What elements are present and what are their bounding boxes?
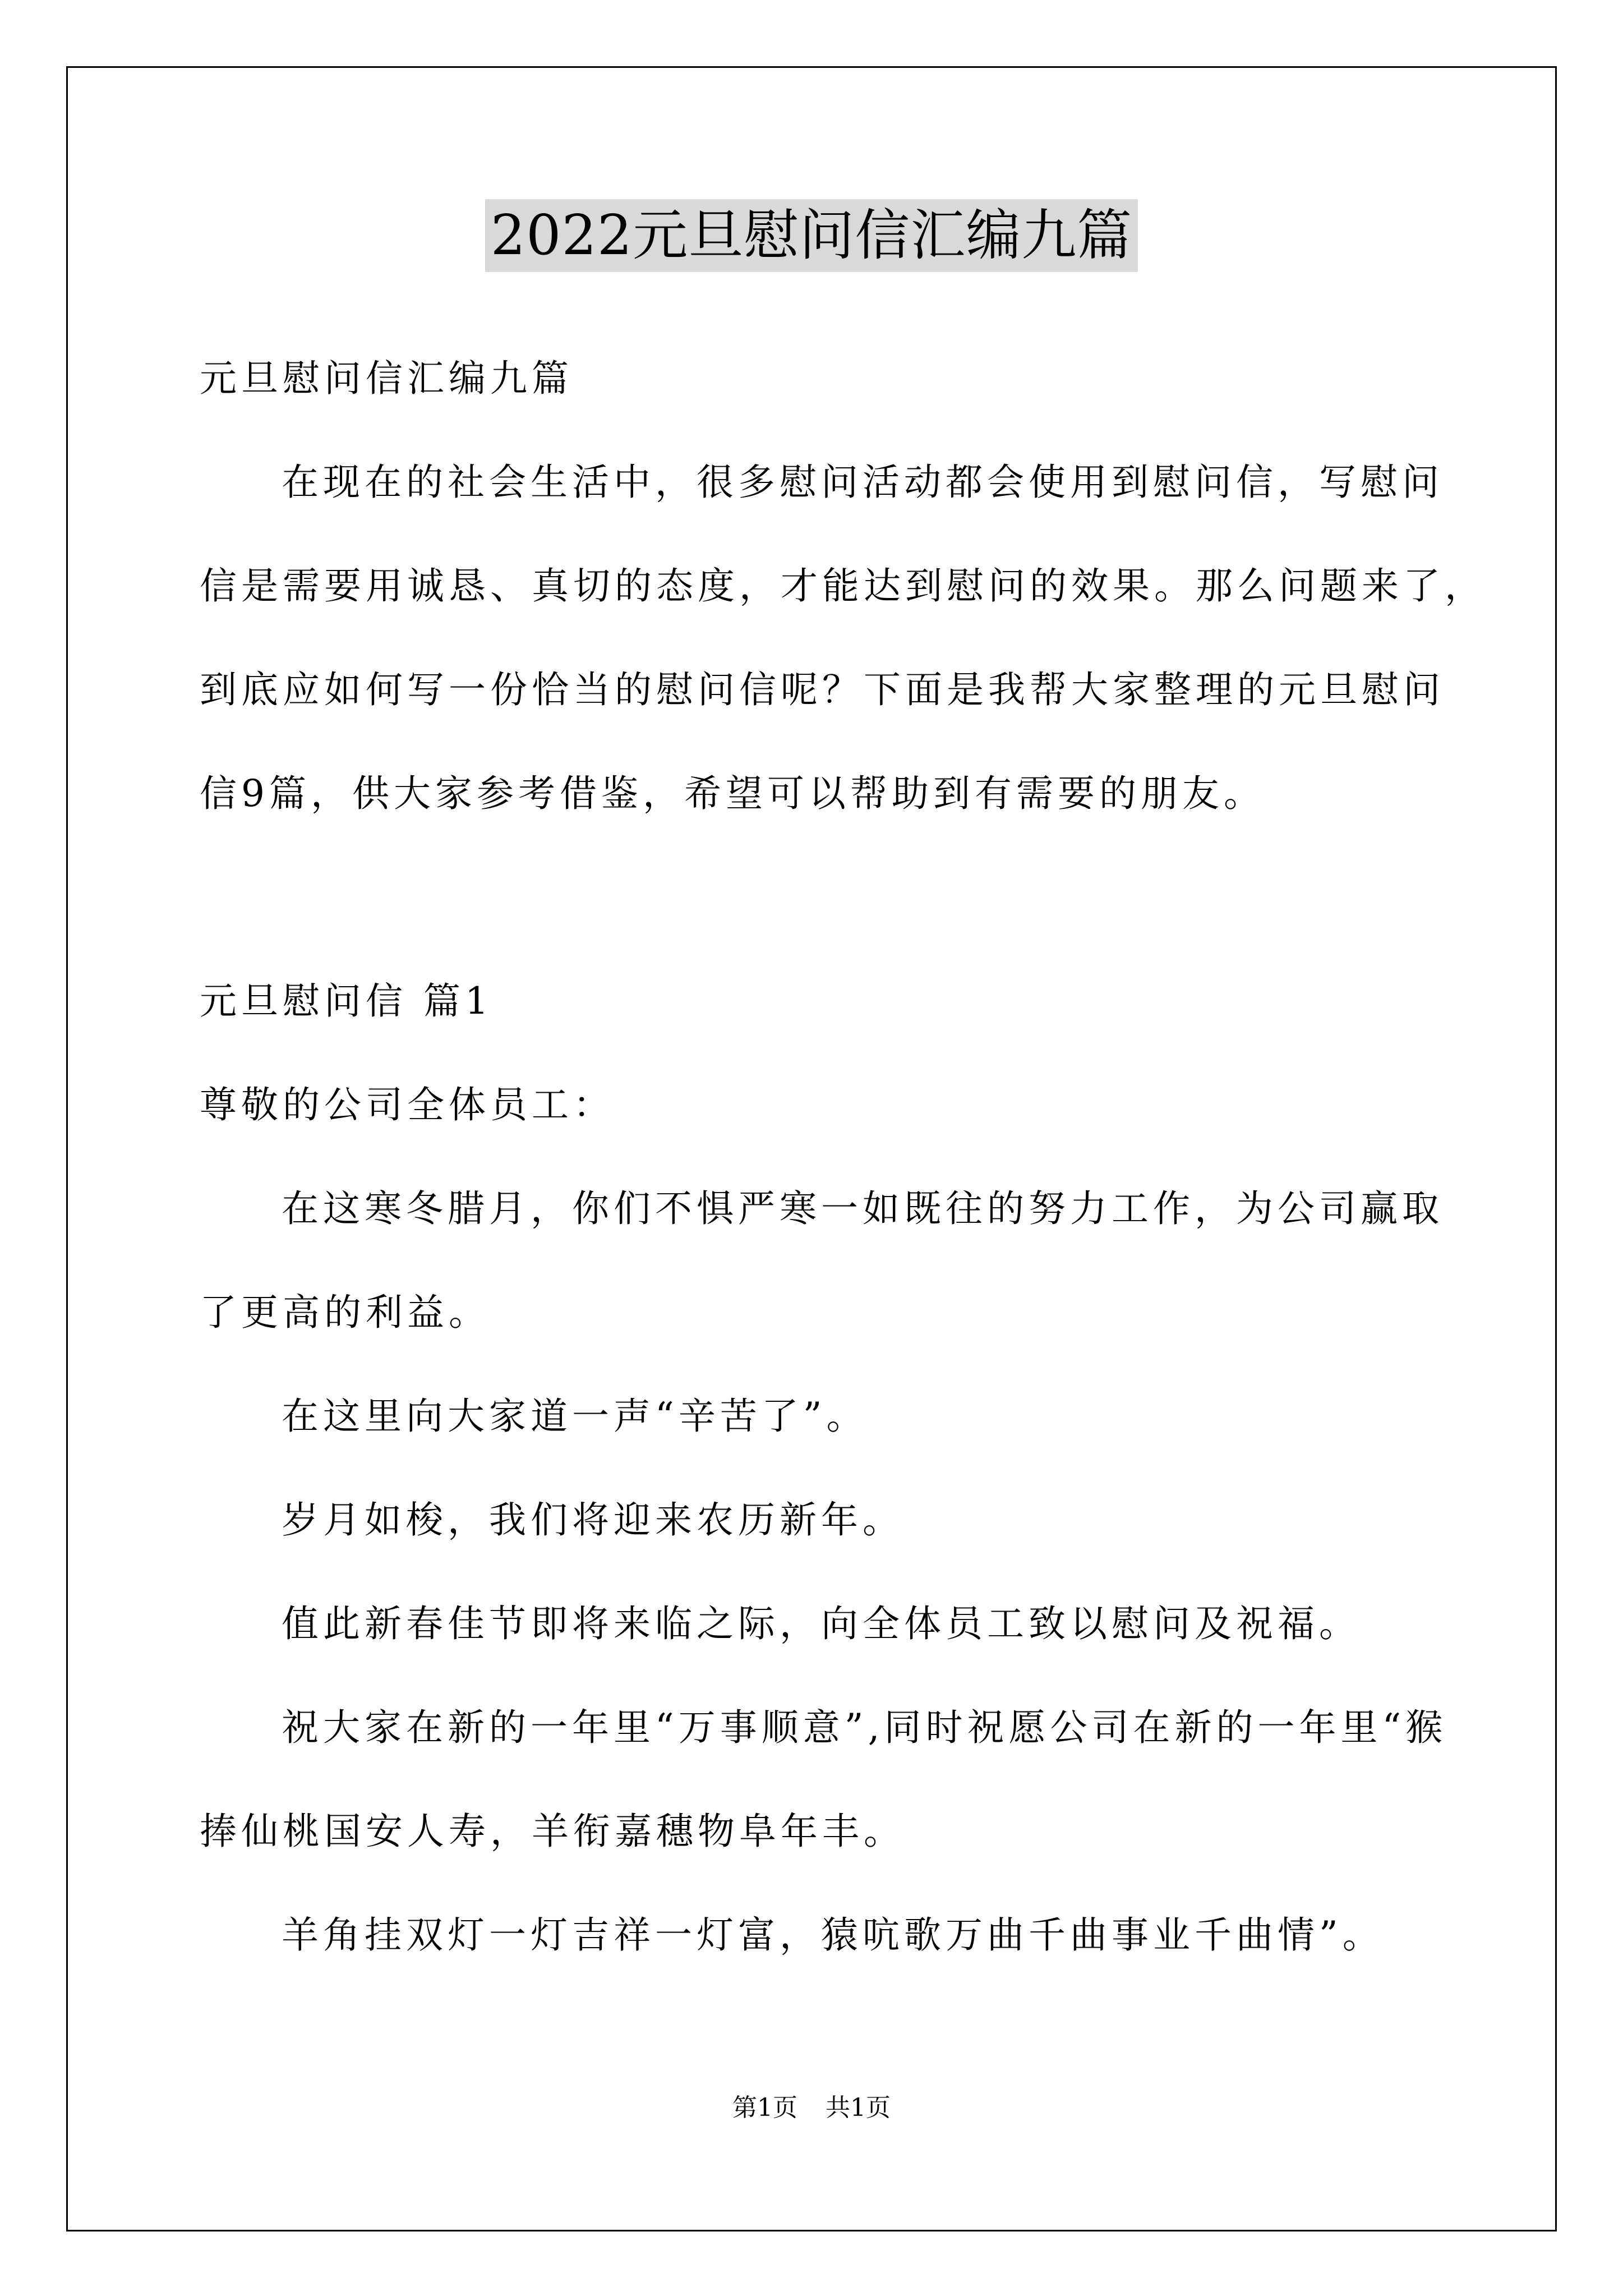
page-number: 第1页 [732, 2093, 797, 2122]
body-line-5: 值此新春佳节即将来临之际，向全体员工致以慰问及祝福。 [282, 1602, 1361, 1645]
document-title: 2022元旦慰问信汇编九篇 [485, 199, 1138, 272]
page-footer [0, 2091, 1623, 2125]
salutation-line: 尊敬的公司全体员工： [200, 1083, 615, 1126]
title-container [0, 199, 1623, 272]
intro-line-2: 信是需要用诚恳、真切的态度，才能达到慰问的效果。那么问题来了， [200, 564, 1486, 608]
body-line-8: 羊角挂双灯一灯吉祥一灯富，猿吭歌万曲千曲事业千曲情”。 [282, 1913, 1384, 1957]
body-line-6: 祝大家在新的一年里“万事顺意”,同时祝愿公司在新的一年里“猴 [282, 1706, 1447, 1749]
page-total: 共1页 [826, 2093, 891, 2122]
body-line-2: 了更高的利益。 [200, 1291, 490, 1334]
intro-line-4: 信9篇，供大家参考借鉴，希望可以帮助到有需要的朋友。 [200, 772, 1265, 815]
body-line-4: 岁月如梭，我们将迎来农历新年。 [282, 1498, 904, 1542]
body-line-7: 捧仙桃国安人寿，羊衔嘉穗物阜年丰。 [200, 1810, 905, 1853]
intro-line-1: 在现在的社会生活中，很多慰问活动都会使用到慰问信，写慰问 [282, 461, 1444, 504]
subtitle-line: 元旦慰问信汇编九篇 [200, 357, 573, 400]
body-line-1: 在这寒冬腊月，你们不惧严寒一如既往的努力工作，为公司赢取 [282, 1187, 1444, 1230]
intro-line-3: 到底应如何写一份恰当的慰问信呢？下面是我帮大家整理的元旦慰问 [200, 668, 1445, 711]
section-heading: 元旦慰问信 篇1 [200, 979, 493, 1023]
body-line-3: 在这里向大家道一声“辛苦了”。 [282, 1395, 868, 1438]
